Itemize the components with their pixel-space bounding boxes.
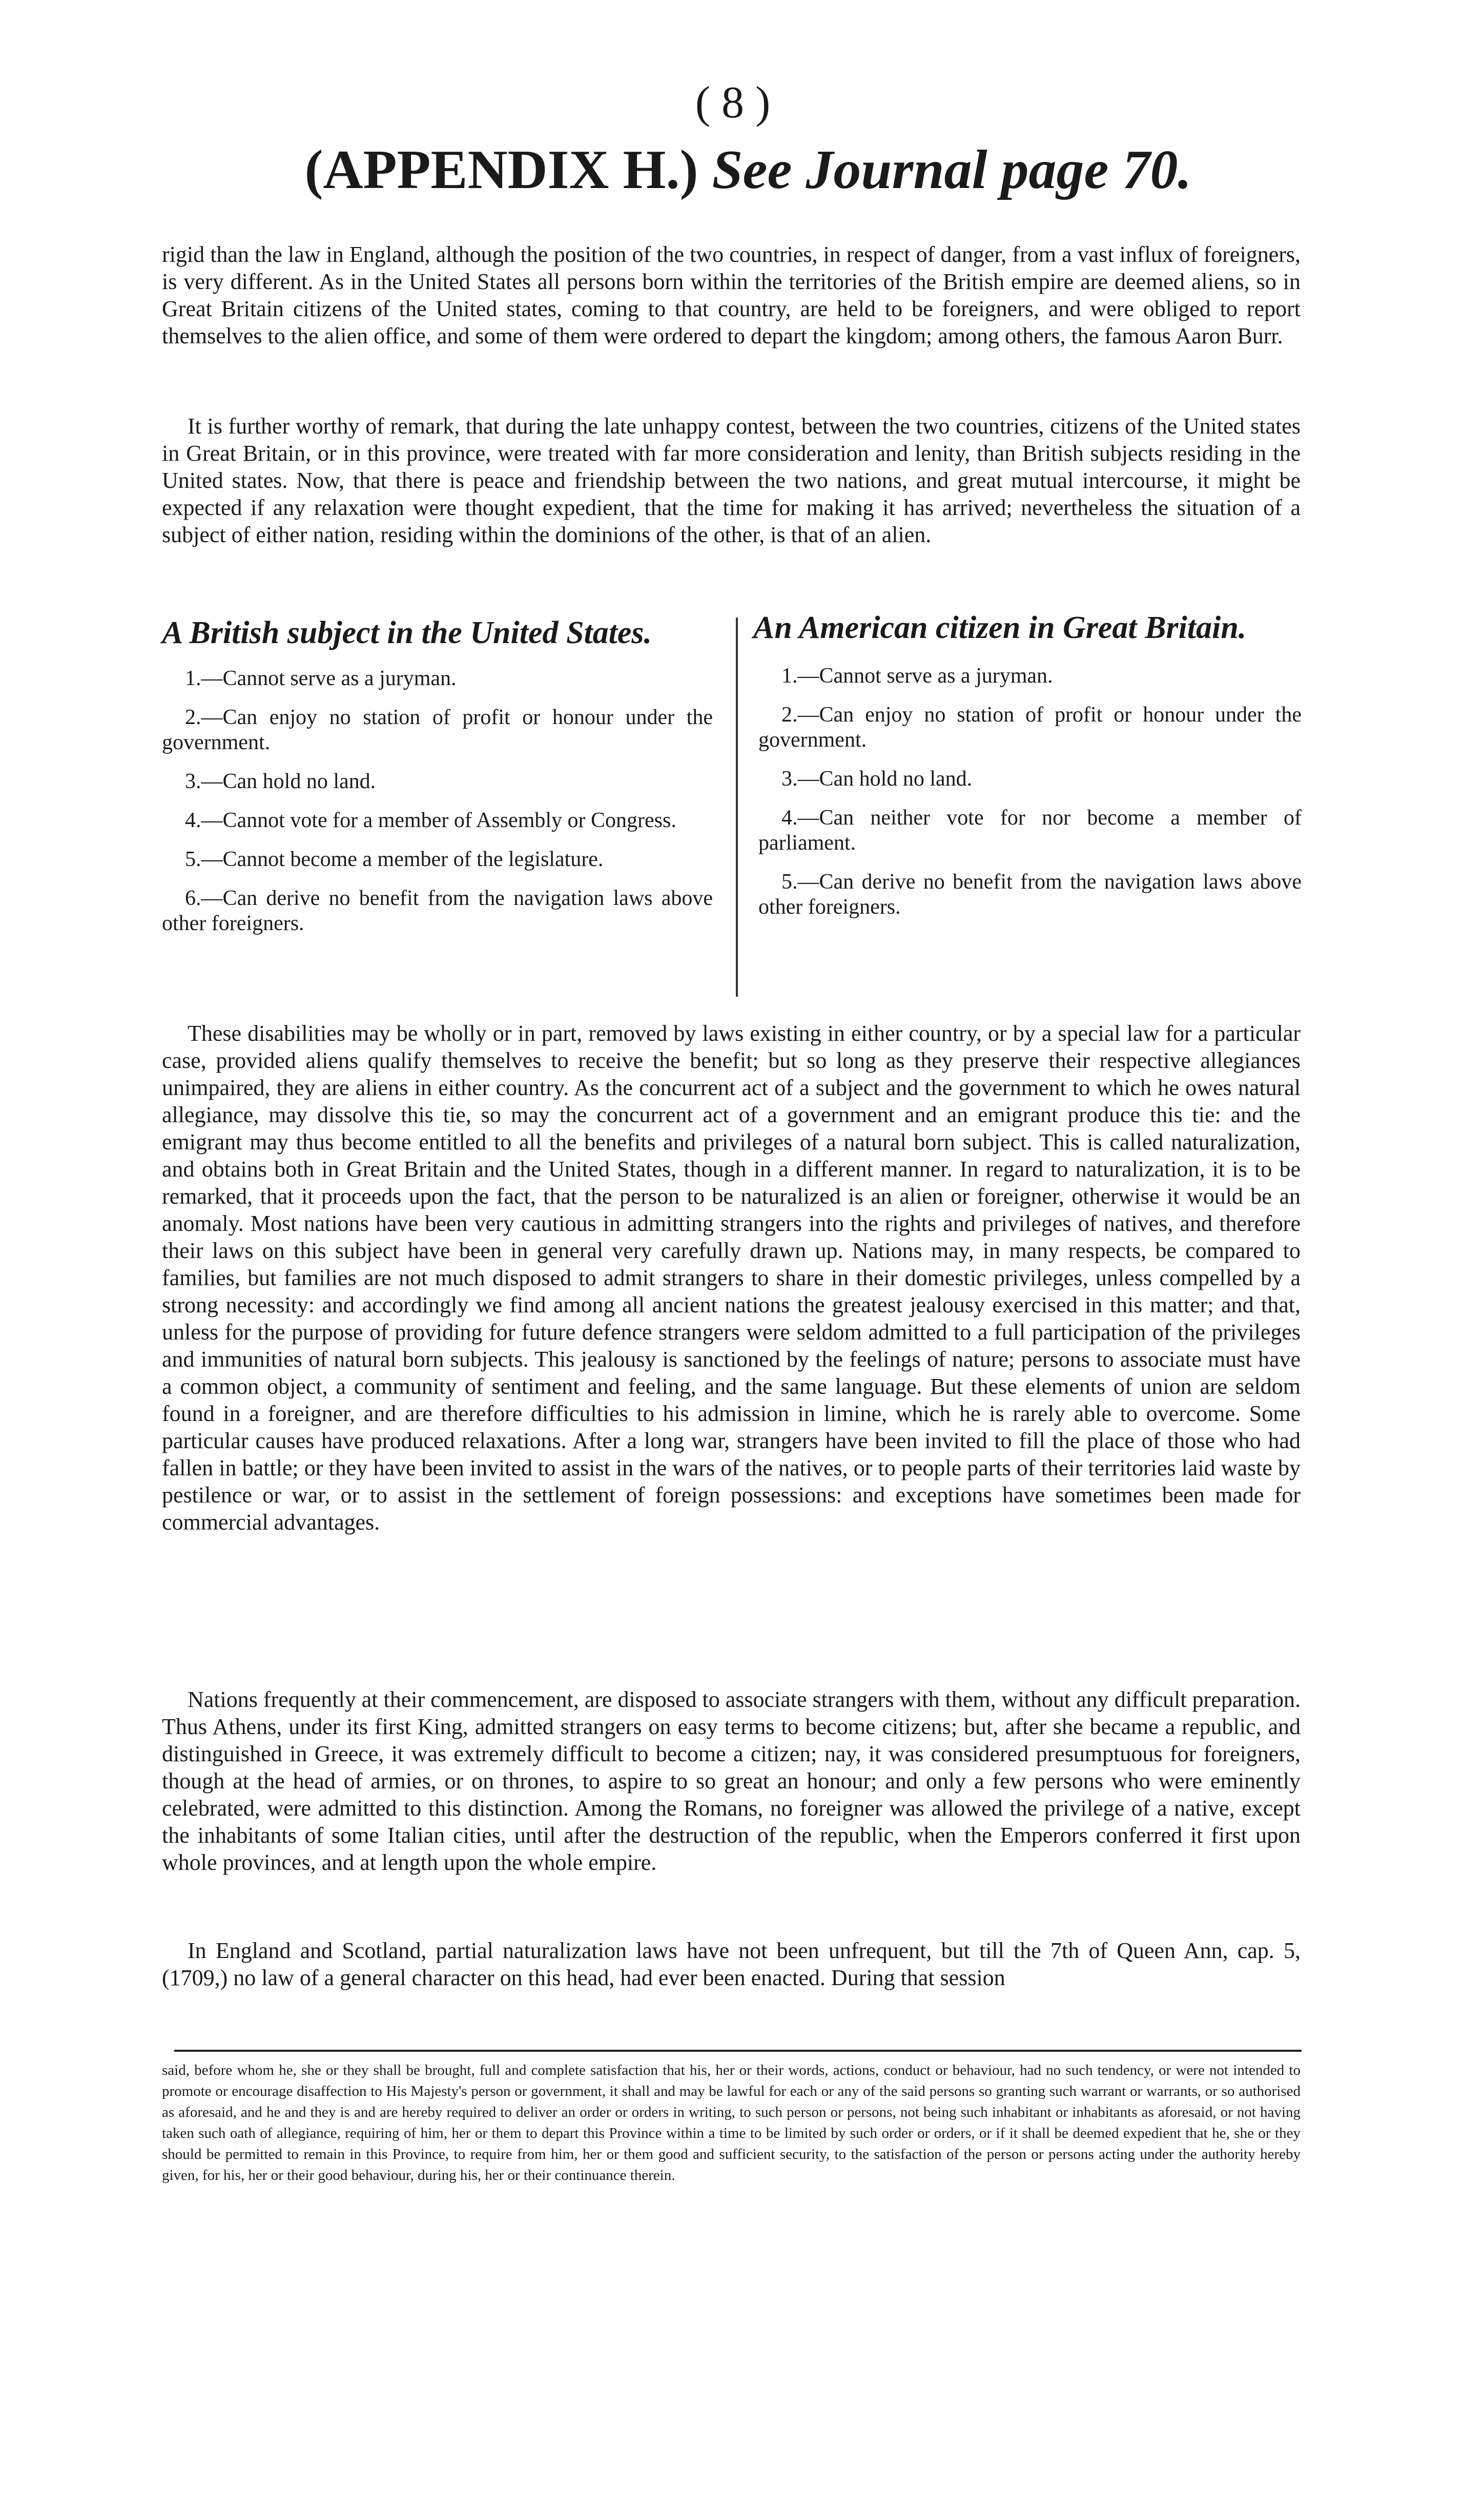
- paragraph-4: Nations frequently at their commencement, are disposed to associate strangers with them, without any difficult preparation. Thus Athens, under its first King, admitted strangers on easy terms to become citizens; but, after she became a republic, and distinguished in Greece, it was extremely difficult to become a citizen; nay, it was considered presumptuous for foreigners, though at the head of armies, or on thrones, to aspire to so great an honour; and only a few persons who were eminently celebrated, were admitted to this distinction. Among the Romans, no foreigner was allowed the privilege of a native, except the inhabitants of some Italian cities, until after the destruction of the republic, when the Emperors conferred it first upon whole provinces, and at length upon the whole empire.: [162, 1687, 1301, 1875]
- left-item-6: 6.—Can derive no benefit from the navigation laws above other foreigners.: [162, 887, 713, 935]
- right-item-5: 5.—Can derive no benefit from the navigation laws above other foreigners.: [758, 870, 1302, 919]
- page-number: ( 8 ): [695, 78, 771, 128]
- footnote: said, before whom he, she or they shall be brought, full and complete satisfaction that his, her or their words, actions, conduct or behaviour, had no such tendency, or were not intended to promote or encourage disaffection to His Majesty's person or government, it shall and may be lawful for each or any of the said persons so granting such warrant or warrants, or so authorised as aforesaid, and he and they is and are hereby required to deliver an order or orders in writing, to such person or persons, not being such inhabitant or inhabitants as aforesaid, or not having taken such oath of allegiance, requiring of him, her or them to depart this Province within a time to be limited by such order or orders, or if it shall be deemed expedient that he, she or they should be permitted to remain in this Province, to require from him, her or them good and sufficient security, to the satisfaction of the person or persons acting under the authority hereby given, for his, her or their good behaviour, during his, her or their continuance therein.: [162, 2062, 1301, 2183]
- paragraph-1: rigid than the law in England, although the position of the two countries, in respect of danger, from a vast influx of foreigners, is very different. As in the United States all persons born within the territories of the British empire are deemed aliens, so in Great Britain citizens of the United states, coming to that country, are held to be foreigners, and were obliged to report themselves to the alien office, and some of them were ordered to depart the kingdom; among others, the famous Aaron Burr.: [162, 242, 1301, 348]
- right-column-list: [758, 664, 1302, 934]
- left-column-title: A British subject in the United States.: [162, 615, 652, 650]
- paragraph-3: These disabilities may be wholly or in part, removed by laws existing in either country, or by a special law for a particular case, provided aliens qualify themselves to receive the benefit; but so long as they preserve their respective allegiances unimpaired, they are aliens in either country. As the concurrent act of a subject and the government to which he owes natural allegiance, may dissolve this tie, so may the concurrent act of a government and an emigrant produce this tie: and the emigrant may thus become entitled to all the benefits and privileges of a natural born subject. This is called naturalization, and obtains both in Great Britain and the United States, though in a different manner. In regard to naturalization, it is to be remarked, that it proceeds upon the fact, that the person to be naturalized is an alien or foreigner, otherwise it would be an anomaly. Most nations have been very cautious in admitting strangers into the rights and privileges of natives, and therefore their laws on this subject have been in general very carefully drawn up. Nations may, in many respects, be compared to families, but families are not much disposed to admit strangers to share in their domestic privileges, unless compelled by a strong necessity: and accordingly we find among all ancient nations the greatest jealousy exercised in this matter; and that, unless for the purpose of providing for future defence strangers were seldom admitted to a full participation of the privileges and immunities of natural born subjects. This jealousy is sanctioned by the feelings of nature; persons to associate must have a common object, a community of sentiment and feeling, and the same language. But these elements of union are seldom found in a foreigner, and are therefore difficulties to his admission in limine, which he is rarely able to overcome. Some particular causes have produced relaxations. After a long war, strangers have been invited to fill the place of those who had fallen in battle; or they have been invited to assist in the wars of the natives, or to people parts of their territories laid waste by pestilence or war, or to assist in the settlement of foreign possessions: and exceptions have sometimes been made for commercial advantages.: [162, 1021, 1301, 1535]
- left-item-4: 4.—Cannot vote for a member of Assembly or Congress.: [185, 809, 676, 832]
- left-item-5: 5.—Cannot become a member of the legislature.: [185, 848, 604, 871]
- appendix-title: (APPENDIX H.): [304, 139, 698, 200]
- right-item-3: 3.—Can hold no land.: [781, 767, 973, 791]
- right-column-title: An American citizen in Great Britain.: [753, 610, 1247, 645]
- right-item-2: 2.—Can enjoy no station of profit or honour under the government.: [758, 703, 1302, 752]
- column-divider: [736, 617, 738, 997]
- right-item-1: 1.—Cannot serve as a juryman.: [781, 664, 1053, 688]
- journal-reference: See Journal page 70.: [712, 139, 1192, 200]
- footnote-rule: [174, 2050, 1302, 2052]
- left-column-list: [162, 666, 713, 950]
- left-item-2: 2.—Can enjoy no station of profit or honour under the government.: [162, 706, 713, 754]
- paragraph-2: It is further worthy of remark, that during the late unhappy contest, between the two countries, citizens of the United states in Great Britain, or in this province, were treated with far more consideration and lenity, than British subjects residing in the United states. Now, that there is peace and friendship between the two nations, and great mutual intercourse, it might be expected if any relaxation were thought expedient, that the time for making it has arrived; nevertheless the situation of a subject of either nation, residing within the dominions of the other, is that of an alien.: [162, 414, 1301, 547]
- left-item-3: 3.—Can hold no land.: [185, 770, 376, 793]
- right-item-4: 4.—Can neither vote for nor become a member of parliament.: [758, 806, 1302, 855]
- left-item-1: 1.—Cannot serve as a juryman.: [185, 667, 457, 690]
- appendix-heading: [287, 138, 1209, 202]
- paragraph-5: In England and Scotland, partial naturalization laws have not been unfrequent, but till the 7th of Queen Ann, cap. 5, (1709,) no law of a general character on this head, had ever been enacted. During that session: [162, 1938, 1301, 1990]
